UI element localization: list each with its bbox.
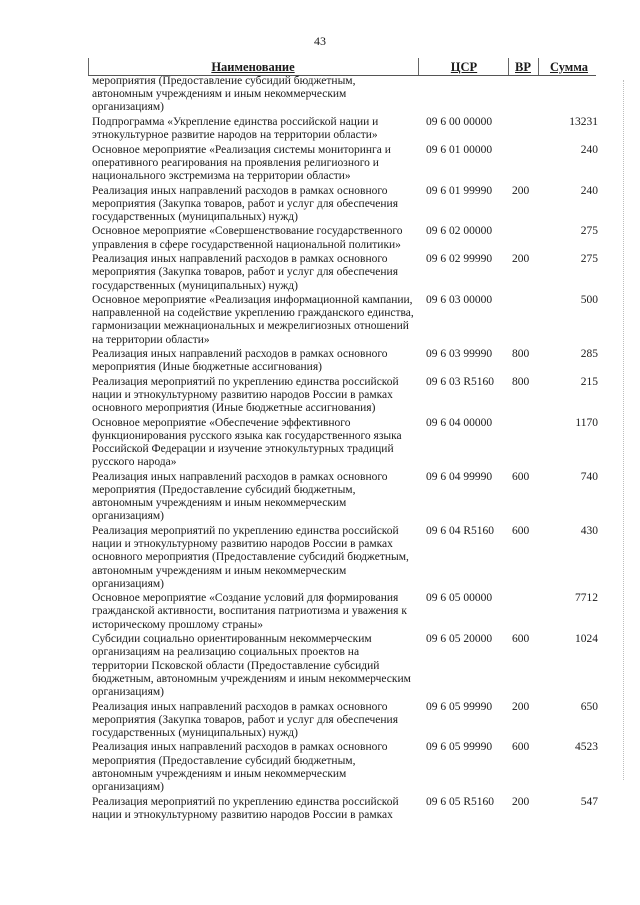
row-vr: 600 [512, 524, 530, 537]
row-vr: 200 [512, 795, 530, 808]
row-csr: 09 6 02 00000 [426, 225, 493, 238]
header-divider [508, 58, 509, 76]
row-sum: 240 [580, 184, 598, 197]
row-sum: 215 [580, 375, 598, 388]
table-row [0, 185, 640, 225]
row-csr: 09 6 03 R5160 [426, 375, 495, 388]
table-row [0, 225, 640, 251]
table-row [0, 294, 640, 347]
row-csr: 09 6 04 00000 [426, 416, 493, 429]
table-row [0, 796, 640, 822]
row-sum: 650 [580, 700, 598, 713]
row-sum: 4523 [575, 741, 598, 754]
page-number: 43 [314, 34, 326, 48]
row-sum: 740 [580, 470, 598, 483]
table-row [0, 525, 640, 591]
header-divider [88, 58, 89, 76]
row-csr: 09 6 04 99990 [426, 470, 493, 483]
header-divider [538, 58, 539, 76]
row-csr: 09 6 03 00000 [426, 294, 493, 307]
table-row [0, 144, 640, 184]
header-divider [418, 58, 419, 76]
row-csr: 09 6 02 99990 [426, 253, 493, 266]
row-name: Реализация иных направлений расходов в рамках основного мероприятия (Закупка товаров, работ и услуг для обеспечения государственных (муниципальных) нужд) [92, 184, 399, 223]
row-sum: 275 [580, 225, 598, 238]
row-vr: 600 [512, 470, 530, 483]
row-csr: 09 6 05 99990 [426, 741, 493, 754]
row-sum: 240 [580, 143, 598, 156]
table-row [0, 633, 640, 699]
row-csr: 09 6 05 20000 [426, 633, 493, 646]
row-name: Субсидии социально ориентированным некоммерческим организациям на реализацию социальных проектов на территории Псковской области (Предоставление субсидий бюджетным, автономным учреждениям и иным некоммерческим организациям) [92, 633, 411, 698]
row-csr: 09 6 05 R5160 [426, 795, 495, 808]
row-vr: 200 [512, 184, 530, 197]
row-sum: 285 [580, 348, 598, 361]
row-name: Основное мероприятие «Совершенствование государственного управления в сфере государственной национальной политики» [92, 225, 403, 251]
scan-margin-line [623, 80, 624, 780]
row-vr: 600 [512, 741, 530, 754]
row-name: Реализация иных направлений расходов в рамках основного мероприятия (Предоставление субсидий бюджетным, автономным учреждениям и иным некоммерческим организациям) [92, 470, 388, 523]
budget-table-body [0, 75, 640, 823]
row-name: Основное мероприятие «Создание условий для формирования гражданской активности, воспитания патриотизма и уважения к историческому прошлому страны» [92, 592, 407, 631]
row-vr: 200 [512, 253, 530, 266]
table-row [0, 417, 640, 470]
row-sum: 430 [580, 524, 598, 537]
row-name: Основное мероприятие «Обеспечение эффективного функционирования русского языка как государственного языка Российской Федерации и изучение этнокультурных традиций русского народа» [92, 416, 402, 469]
row-name: Реализация иных направлений расходов в рамках основного мероприятия (Закупка товаров, работ и услуг для обеспечения государственных (муниципальных) нужд) [92, 253, 399, 292]
table-row [0, 376, 640, 416]
table-row [0, 253, 640, 293]
row-csr: 09 6 01 99990 [426, 184, 493, 197]
row-name: Основное мероприятие «Реализация системы мониторинга и оперативного реагирования на проявления религиозного и национального экстремизма на территории области» [92, 143, 391, 183]
column-header-sum: Сумма [550, 60, 588, 74]
row-name: мероприятия (Предоставление субсидий бюджетным, автономным учреждениям и иным некоммерческим организациям) [92, 75, 356, 114]
row-name: Реализация иных направлений расходов в рамках основного мероприятия (Закупка товаров, работ и услуг для обеспечения государственных (муниципальных) нужд) [92, 700, 399, 739]
row-sum: 1024 [575, 633, 598, 646]
row-name: Реализация мероприятий по укреплению единства российской нации и этнокультурному развитию народов России в рамках основного мероприятия (Предоставление субсидий бюджетным, автономным учреждениям и иным некоммерческим организациям) [92, 524, 409, 590]
column-header-name: Наименование [211, 60, 295, 74]
row-sum: 7712 [575, 592, 598, 605]
row-sum: 547 [580, 795, 598, 808]
row-csr: 09 6 04 R5160 [426, 524, 495, 537]
table-row [0, 348, 640, 374]
row-csr: 09 6 05 99990 [426, 700, 493, 713]
row-vr: 200 [512, 700, 530, 713]
row-csr: 09 6 03 99990 [426, 348, 493, 361]
row-vr: 600 [512, 633, 530, 646]
table-row [0, 701, 640, 741]
table-row [0, 75, 640, 115]
row-name: Подпрограмма «Укрепление единства российской нации и этнокультурное развитие народов на территории области» [92, 115, 379, 142]
row-name: Реализация иных направлений расходов в рамках основного мероприятия (Иные бюджетные ассигнования) [92, 348, 388, 374]
table-row [0, 471, 640, 524]
row-csr: 09 6 00 00000 [426, 115, 493, 128]
row-sum: 500 [580, 294, 598, 307]
table-row [0, 116, 640, 142]
row-sum: 13231 [569, 115, 598, 128]
row-csr: 09 6 01 00000 [426, 143, 493, 156]
table-row [0, 592, 640, 632]
row-vr: 800 [512, 348, 530, 361]
column-header-vr: ВР [515, 60, 531, 74]
row-name: Реализация мероприятий по укреплению единства российской нации и этнокультурному развитию народов России в рамках основного мероприятия (Иные бюджетные ассигнования) [92, 375, 399, 415]
row-vr: 800 [512, 375, 530, 388]
row-sum: 275 [580, 253, 598, 266]
table-header [88, 60, 596, 76]
row-name: Реализация мероприятий по укреплению единства российской нации и этнокультурному развитию народов России в рамках [92, 795, 399, 821]
row-name: Реализация иных направлений расходов в рамках основного мероприятия (Предоставление субсидий бюджетным, автономным учреждениям и иным некоммерческим организациям) [92, 741, 388, 794]
row-csr: 09 6 05 00000 [426, 592, 493, 605]
row-sum: 1170 [575, 416, 598, 429]
column-header-csr: ЦСР [450, 60, 478, 74]
table-row [0, 741, 640, 794]
row-name: Основное мероприятие «Реализация информационной кампании, направленной на содействие укреплению гражданского единства, гармонизации межнациональных и межрелигиозных отношений на территории области» [92, 294, 414, 346]
